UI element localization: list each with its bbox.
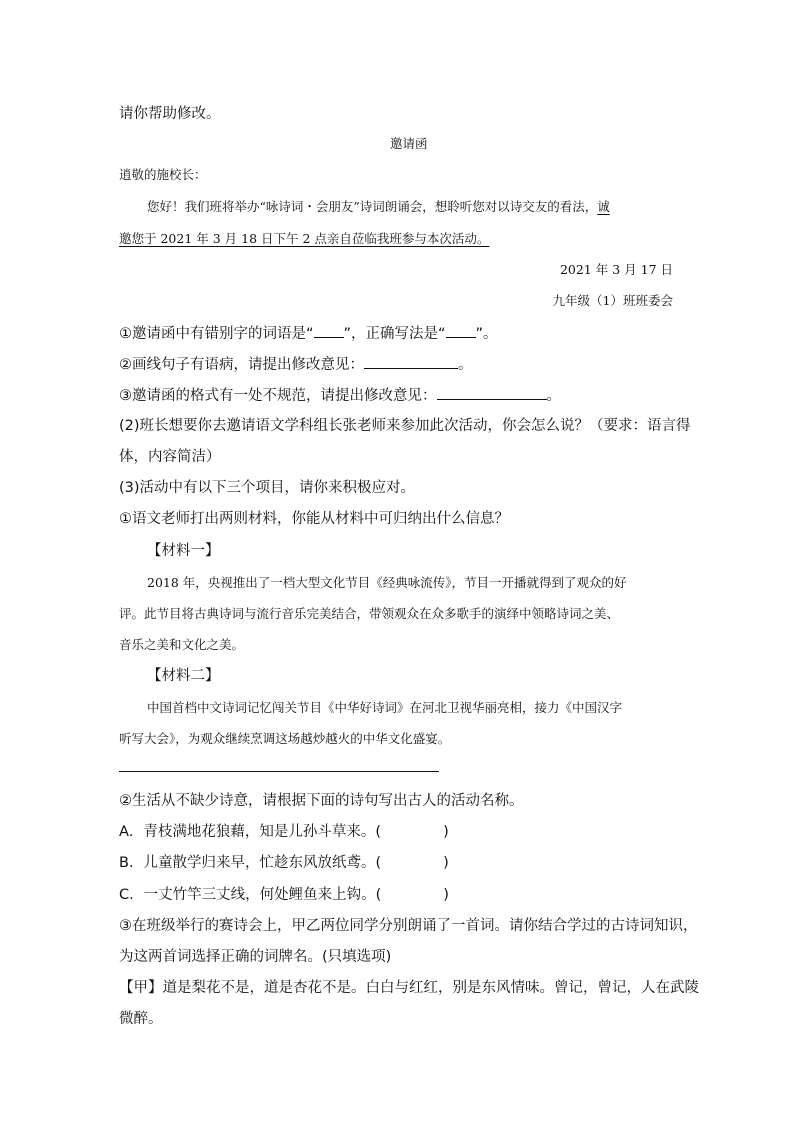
question-1-item-3 (119, 385, 561, 406)
paren-close: ) (443, 824, 449, 840)
answer-blank (437, 385, 547, 400)
question-text: 。 (458, 357, 473, 373)
answer-blank (446, 323, 476, 338)
option-c (119, 885, 449, 905)
letter-body-line-1 (147, 197, 610, 217)
poem-text: 道是梨花不是，道是杏花不是。白白与红红，别是东风情味。曾记，曾记，人在武陵 (162, 980, 699, 996)
letter-title: 邀请函 (390, 136, 428, 151)
question-3-intro: (3)活动中有以下三个项目，请你来积极应对。 (119, 480, 416, 496)
question-2-line-2: 体，内容简洁） (119, 449, 221, 465)
letter-salutation: 逍敬的施校长： (119, 167, 207, 182)
letter-date: 2021 年 3 月 17 日 (559, 262, 673, 277)
question-text: ③邀请函的格式有一处不规范，请提出修改意见： (119, 388, 437, 404)
question-3-sub-3-line-1: ③在班级举行的赛诗会上，甲乙两位同学分别朗诵了一首词。请你结合学过的古诗词知识， (119, 918, 698, 934)
answer-blank (364, 354, 458, 369)
option-text: C．一丈竹竿三丈线，何处鲤鱼来上钩。( (119, 887, 382, 903)
question-text: ②画线句子有语病，请提出修改意见： (119, 357, 364, 373)
poem-jia-line-2: 微醉。 (119, 1011, 163, 1027)
poem-jia-line-1 (119, 978, 699, 998)
material-2-line-1: 中国首档中文诗词记忆闯关节目《中华好诗词》在河北卫视华丽亮相，接力《中国汉字 (147, 700, 623, 715)
option-b (119, 853, 449, 873)
letter-body-text: 您好！我们班将举办“咏诗词・会朋友”诗词朗诵会，想聆听您对以诗交友的看法， (147, 199, 598, 214)
question-1-item-2 (119, 354, 473, 375)
answer-blank (314, 323, 344, 338)
question-3-sub-3-line-2: 为这两首词选择正确的词牌名。(只填选项) (119, 949, 392, 965)
question-3-sub-2: ②生活从不缺少诗意，请根据下面的诗句写出古人的活动名称。 (119, 793, 524, 809)
material-1-line-3: 音乐之美和文化之美。 (119, 637, 245, 652)
material-1-line-2: 评。此节目将古典诗词与流行音乐完美结合，带领观众在众多歌手的演绎中领略诗词之美、 (119, 606, 620, 621)
option-text: A．青枝满地花狼藉，知是儿孙斗草来。( (119, 824, 382, 840)
question-text: ”。 (475, 326, 498, 342)
paren-close: ) (443, 887, 449, 903)
material-2-line-2: 听写大会》，为观众继续烹调这场越炒越火的中华文化盛宴。 (119, 731, 451, 746)
question-text: ”，正确写法是“ (343, 326, 446, 342)
question-text: 。 (546, 388, 561, 404)
option-a (119, 822, 449, 842)
answer-line (119, 771, 439, 772)
underlined-sentence: 邀您于 2021 年 3 月 18 日下午 2 点亲自莅临我班参与本次活动。 (119, 231, 490, 246)
material-2-title: 【材料二】 (147, 668, 220, 684)
question-2-line-1: (2)班长想要你去邀请语文学科组长张老师来参加此次活动，你会怎么说？（要求：语言得 (119, 418, 691, 434)
intro-text: 请你帮助修改。 (119, 106, 221, 122)
material-1-line-1: 2018 年，央视推出了一档大型文化节目《经典咏流传》，节目一开播就得到了观众的好 (147, 575, 627, 590)
underlined-sentence-start: 诚 (597, 199, 610, 214)
question-text: ①邀请函中有错别字的词语是“ (119, 326, 314, 342)
option-text: B．儿童散学归来早，忙趁东风放纸鸢。( (119, 855, 382, 871)
question-3-sub-1: ①语文老师打出两则材料，你能从材料中可归纳出什么信息？ (119, 511, 509, 527)
paren-close: ) (443, 855, 449, 871)
question-1-item-1 (119, 323, 498, 344)
poem-label: 【甲】 (119, 980, 163, 996)
material-1-title: 【材料一】 (147, 543, 220, 559)
letter-signature: 九年级（1）班班委会 (552, 293, 673, 308)
